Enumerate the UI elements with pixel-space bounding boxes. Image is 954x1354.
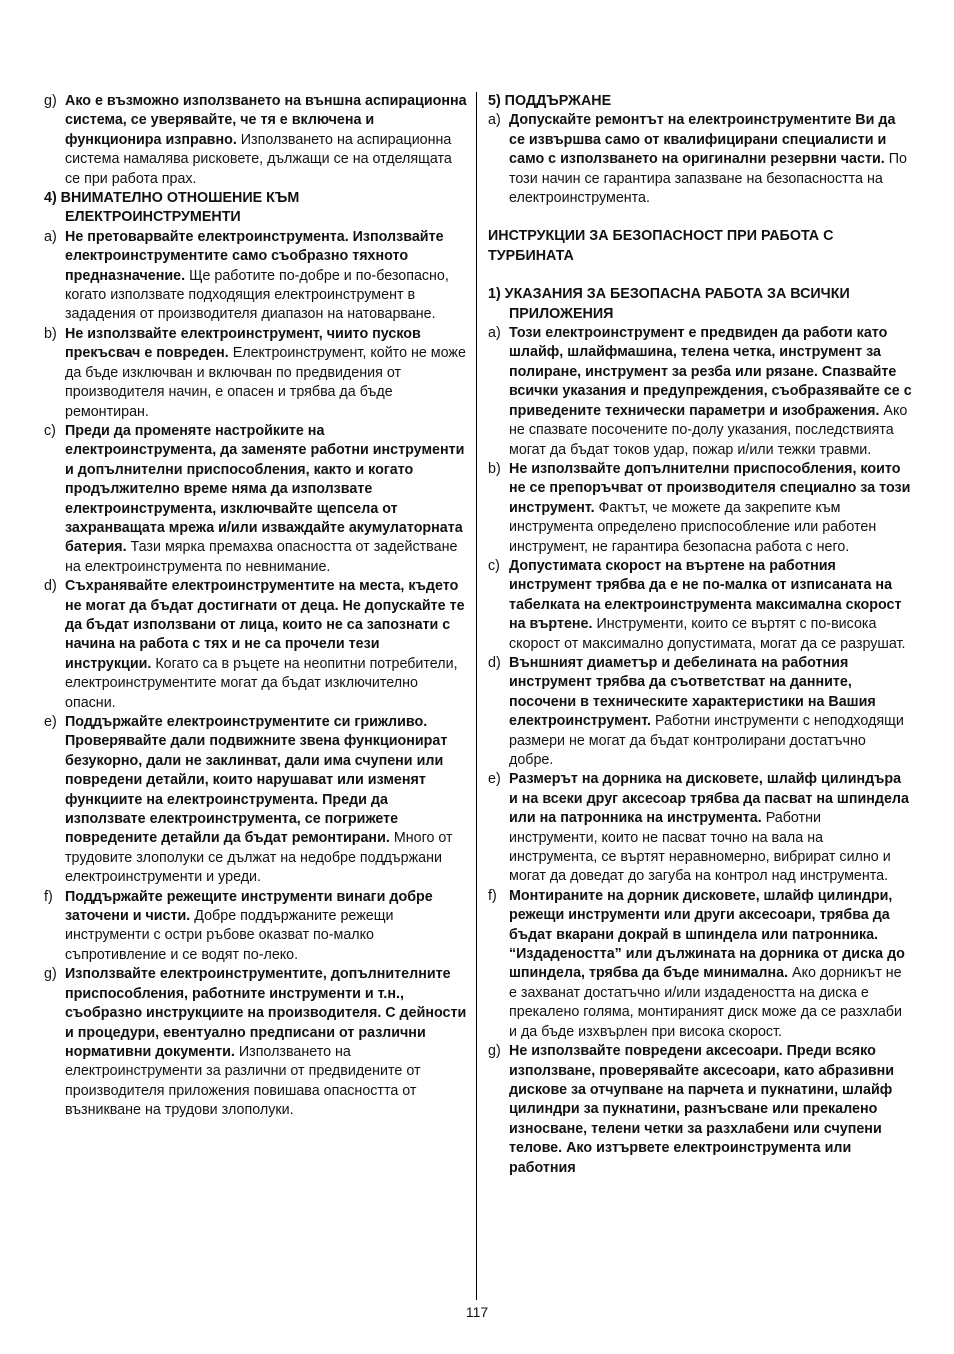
item-text: Добре поддържаните режещи инструменти с остри ръбове оказват по-малко съпротивление и се водят по-леко. (65, 908, 394, 963)
list-item (488, 1042, 912, 1178)
list-item (44, 888, 468, 966)
list-item (44, 92, 468, 189)
item-bold-text: Допускайте ремонтът на електроинструментите Ви да се извършва само от квалифицирани специалисти и само с използването на оригинални резервни части. (509, 112, 896, 168)
item-bold-text: Монтираните на дорник дисковете, шлайф цилиндри, режещи инструменти или други аксесоари, трябва да бъдат вкарани докрай в шпиндела или патронника. “Издадеността” или дължината на дорника от диска до шпиндела, трябва да бъде минимална. (509, 887, 905, 982)
item-label: a) (488, 112, 501, 129)
page-number: 117 (465, 1304, 489, 1320)
item-label: a) (44, 228, 57, 245)
item-label: g) (44, 93, 57, 109)
item-label: a) (488, 325, 501, 342)
item-label: f) (488, 887, 497, 904)
item-label: f) (44, 888, 53, 905)
item-text: Ще работите по-добре и по-безопасно, когато използвате подходящия електроинструмент в зададения от производителя диапазон на натоварване. (65, 267, 449, 323)
item-label: d) (488, 654, 501, 671)
item-label: c) (44, 422, 56, 439)
list-item (44, 965, 468, 1120)
item-bold-text: Използвайте електроинструментите, допълнителните приспособления, работните инструменти и т.н., съобразно инструкциите на производителя. С дейности и процедури, евентуално предписани от различни нормативни документи. (65, 966, 467, 1060)
list-item (488, 654, 912, 770)
item-text: Когато са в ръцете на неопитни потребители, електроинструментите могат да бъдат изключително опасни. (65, 655, 458, 711)
item-label: e) (488, 771, 501, 788)
item-label: b) (44, 325, 57, 342)
item-label: c) (488, 557, 500, 574)
item-label: e) (44, 714, 57, 730)
left-column (44, 92, 468, 1121)
item-label: g) (488, 1043, 501, 1060)
spacer (488, 266, 912, 285)
item-text: Електроинструмент, който не може да бъде изключван и включван по предвидения от производителя начин, е опасен и трябва да бъде ремонтиран. (65, 345, 466, 420)
item-bold-text: Размерът на дорника на дисковете, шлайф цилиндъра и на всеки друг аксесоар трябва да пасват на шпиндела или на патронника на инструмента. (509, 771, 909, 827)
list-item (488, 557, 912, 654)
item-bold-text: Не използвайте повредени аксесоари. Преди всяко използване, проверявайте аксесоари, като абразивни дискове за отчупване на парчета и пукнатини, шлайф цилиндри за пукнатини, разнъсване или прекалено износване, телени четки за разхлабени или счупени телове. Ако изтървете електроинструмента или работния (509, 1043, 895, 1176)
item-bold-text: Външният диаметър и дебелината на работния инструмент трябва да съответстват на данните, посочени в техническите характеристики на Вашия електроинструмент. (509, 654, 876, 730)
right-column (488, 92, 912, 1178)
item-bold-text: Не претоварвайте електроинструмента. Използвайте електроинструментите само съобразно тяхното предназначение. (65, 228, 444, 284)
item-bold-text: Този електроинструмент е предвиден да работи като шлайф, шлайфмашина, телена четка, инструмент за полиране, инструмент за резба или рязане. Спазвайте всички указания и предупреждения, съобразявайте се с приведените технически параметри и изображения. (509, 325, 912, 419)
item-text: Много от трудовите злополуки се дължат на недобре поддържани електроинструменти и уреди. (65, 830, 453, 886)
item-bold-text: Преди да променяте настройките на електроинструмента, да заменяте работни инструменти и допълнителни приспособления, както и когато продължително време няма да използвате електроинструмента, изключвайте щепсела от захранващата мрежа и/или изваждайте акумулаторната батерия. (65, 422, 465, 556)
list-item (488, 324, 912, 460)
item-text: Тази мярка премахва опасността от задействане на електроинструмента по невнимание. (65, 539, 458, 575)
list-item (488, 770, 912, 886)
item-text: Ако дорникът не е захванат достатъчно и/или издадеността на диска е прекалено голяма, монтираният диск може да се разхлаби и да бъде изхвърлен при висока скорост. (509, 965, 902, 1040)
section-heading: 5) ПОДДЪРЖАНЕ (488, 93, 612, 109)
list-item (488, 111, 912, 208)
item-text: Използването на електроинструменти за различни от предвидените от производителя приложения повишава опасността от възникване на трудови злополуки. (65, 1043, 421, 1119)
item-text: По този начин се гарантира запазване на безопасността на електроинструмента. (509, 151, 907, 207)
section-heading: 4) ВНИМАТЕЛНО ОТНОШЕНИЕ КЪМ ЕЛЕКТРОИНСТРУМЕНТИ (44, 190, 300, 226)
item-bold-text: Поддържайте режещите инструменти винаги добре заточени и чисти. (65, 888, 433, 925)
item-bold-text: Ако е възможно използването на външна аспирационна система, се уверявайте, че тя е включена и функционира изправно. (65, 93, 467, 148)
list-item (44, 422, 468, 577)
list-item (488, 887, 912, 1042)
item-text: Работни инструменти с неподходящи размери не могат да бъдат контролирани достатъчно добре. (509, 713, 904, 768)
item-text: Фактът, че можете да закрепите към инструмента определено приспособление или работен инструмент, не гарантира безопасна работа с него. (509, 499, 877, 555)
column-divider (476, 92, 477, 1300)
item-label: d) (44, 578, 57, 595)
item-bold-text: Не използвайте електроинструмент, чиито пусков прекъсвач е повреден. (65, 325, 421, 362)
list-item (44, 228, 468, 325)
item-bold-text: Поддържайте електроинструментите си грижливо. Проверявайте дали подвижните звена функционират безукорно, дали не заклинват, дали има счупени или повредени детайли, които нарушават или изменят функциите на електроинструмента. Преди да използвате електроинструмента, се погрижете повредените детайли да бъдат ремонтирани. (65, 714, 448, 847)
list-item (44, 713, 468, 888)
item-bold-text: Съхранявайте електроинструментите на места, където не могат да бъдат достигнати от деца. Не допускайте те да бъдат използвани от лица, които не са запознати с начина на работа с тях и не са прочели тези инструкции. (65, 578, 465, 672)
item-bold-text: Допустимата скорост на въртене на работния инструмент трябва да е не по-малка от изписаната на табелката на електроинструмента максимална скорост на въртене. (509, 557, 902, 633)
item-label: b) (488, 460, 501, 477)
section-heading: 1) УКАЗАНИЯ ЗА БЕЗОПАСНА РАБОТА ЗА ВСИЧКИ ПРИЛОЖЕНИЯ (488, 286, 850, 322)
item-bold-text: Не използвайте допълнителни приспособления, които не се препоръчват от производителя специално за този инструмент. (509, 460, 911, 516)
list-item (44, 577, 468, 713)
list-item (44, 325, 468, 422)
item-text: Инструменти, които се въртят с по-висока скорост от максимално допустимата, могат да се разрушат. (509, 616, 906, 652)
spacer (488, 208, 912, 227)
item-text: Работни инструменти, които не пасват точно на вала на инструмента, се въртят неравномерно, вибрират силно и могат да доведат до загуба на контрол над инструмента. (509, 810, 891, 885)
list-item (488, 460, 912, 557)
item-label: g) (44, 966, 57, 983)
item-text: Ако не спазвате посочените по-долу указания, последствията могат да бъдат токов удар, пожар и/или тежки травми. (509, 402, 908, 458)
item-text: Използването на аспирационна система намалява рисковете, дължащи се на отделящата се при работа прах. (65, 131, 452, 187)
main-heading: ИНСТРУКЦИИ ЗА БЕЗОПАСНОСТ ПРИ РАБОТА С ТУРБИНАТА (488, 228, 834, 264)
